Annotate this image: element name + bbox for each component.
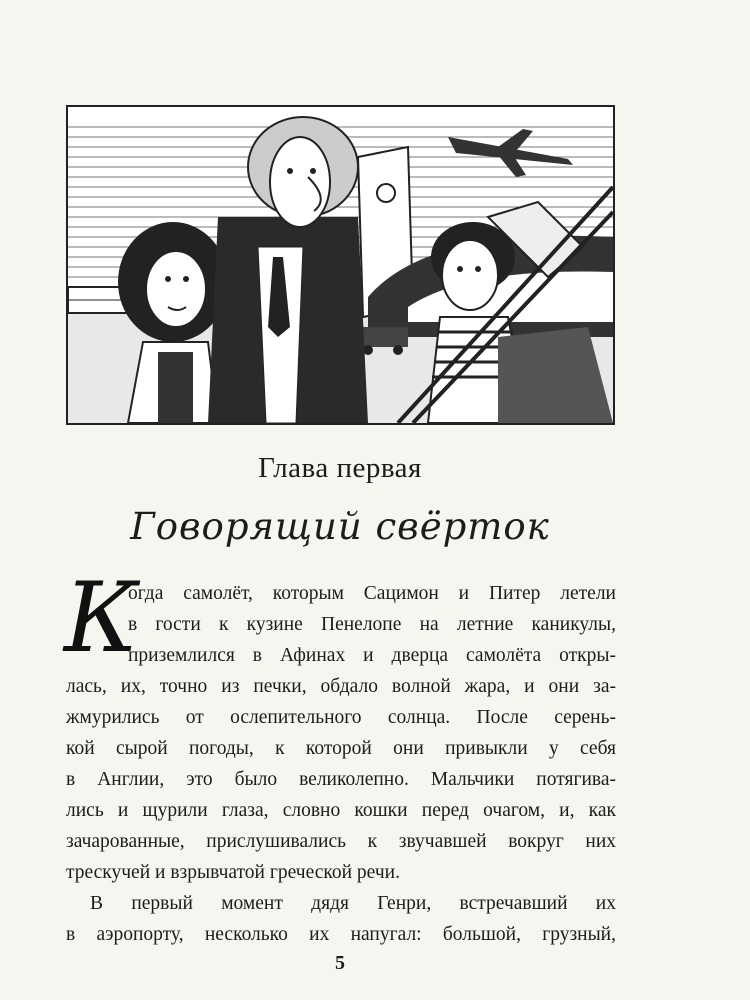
text-line: огда самолёт, которым Сацимон и Питер летели bbox=[128, 583, 616, 604]
body-text bbox=[64, 562, 616, 950]
airplane-icon bbox=[448, 129, 573, 177]
text-line: трескучей и взрывчатой греческой речи. bbox=[66, 862, 400, 883]
chapter-number: Глава первая bbox=[258, 452, 422, 484]
text-line: зачарованные, прислушивались к звучавшей вокруг них bbox=[66, 831, 616, 852]
drop-cap: К bbox=[64, 562, 139, 674]
airport-scene-illustration bbox=[68, 107, 613, 423]
text-line: в аэропорту, несколько их напугал: большой, грузный, bbox=[66, 924, 616, 945]
chapter-illustration bbox=[66, 105, 615, 425]
text-line: В первый момент дядя Генри, встречавший их bbox=[90, 893, 616, 914]
text-line: кой сырой погоды, к которой они привыкли у себя bbox=[66, 738, 616, 759]
text-line: лась, их, точно из печки, обдало волной жара, и они за- bbox=[66, 676, 616, 697]
page-number: 5 bbox=[335, 952, 345, 974]
text-line: лись и щурили глаза, словно кошки перед очагом, и, как bbox=[66, 800, 616, 821]
text-line: приземлился в Афинах и дверца самолёта откры- bbox=[128, 645, 616, 666]
text-line: жмурились от ослепительного солнца. После серень- bbox=[66, 707, 616, 728]
chapter-title: Говорящий свёрток bbox=[130, 505, 550, 548]
text-line: в гости к кузине Пенелопе на летние каникулы, bbox=[128, 614, 616, 635]
text-line: в Англии, это было великолепно. Мальчики потягива- bbox=[66, 769, 616, 790]
